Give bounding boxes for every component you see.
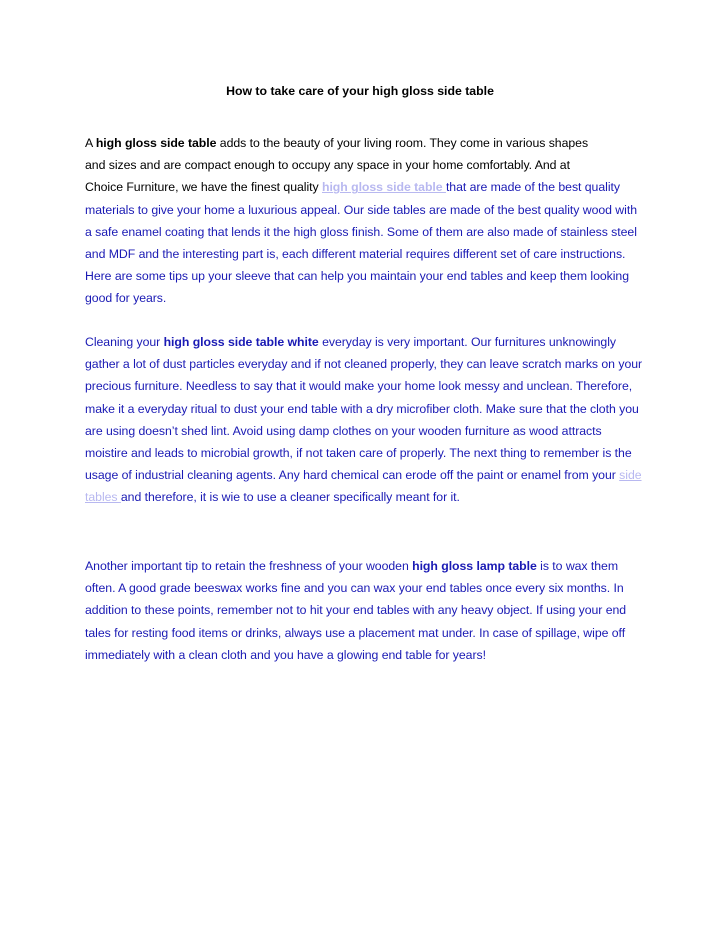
cleaning-text-start: Cleaning your	[85, 335, 164, 349]
cleaning-text-body: everyday is very important. Our furnitures unknowingly gather a lot of dust particles everyday and if not cleaned properly, they can leave scratch marks on your precious furniture. Needless to say that it would make your home look messy and unclean. Therefore, make it a everyday ritual to dust your end table with a dry microfiber cloth. Make sure that the cloth you are using doesn’t shed lint. Avoid using damp clothes on your wooden furniture as wood attracts moistire and leads to microbial growth, if not taken care of properly. The next thing to remember is the usage of industrial cleaning agents. Any hard chemical can erode off the paint or enamel from your	[85, 335, 643, 483]
cleaning-text-end: and therefore, it is wie to use a cleaner specifically meant for it.	[120, 490, 460, 505]
paragraph-cleaning	[85, 331, 645, 509]
intro-text-3: Choice Furniture, we have the finest quality	[85, 180, 322, 195]
high-gloss-side-table-link[interactable]: high gloss side table	[321, 180, 446, 195]
side-tables-link[interactable]: side tables	[85, 468, 642, 505]
paragraph-waxing	[85, 555, 645, 666]
paragraph-intro	[85, 132, 645, 310]
intro-keyword: high gloss side table	[95, 136, 217, 150]
intro-text-rest: that are made of the best quality materials to give your home a luxurious appeal. Our side tables are made of the best quality wood with a safe enamel coating that lends it the high gloss finish. Some of them are also made of stainless steel and MDF and the interesting part is, each different material requires different set of care instructions. Here are some tips up your sleeve that can help you maintain your end tables and keep them looking good for years.	[85, 180, 637, 306]
document-title: How to take care of your high gloss side table	[226, 84, 494, 98]
waxing-text-body: is to wax them often. A good grade beeswax works fine and you can wax your end tables once every six months. In addition to these points, remember not to hit your end tables with any heavy object. If using your end tales for resting food items or drinks, always use a placement mat under. In case of spillage, wipe off immediately with a clean cloth and you have a glowing end table for years!	[85, 559, 627, 662]
intro-text-2: and sizes and are compact enough to occupy any space in your home comfortably. And at	[85, 158, 570, 173]
waxing-text-start: Another important tip to retain the freshness of your wooden	[85, 559, 413, 573]
intro-text-1: adds to the beauty of your living room. They come in various shapes	[216, 136, 589, 150]
cleaning-keyword: high gloss side table white	[163, 335, 319, 349]
intro-text-start: A	[85, 136, 96, 150]
waxing-keyword: high gloss lamp table	[412, 559, 537, 573]
